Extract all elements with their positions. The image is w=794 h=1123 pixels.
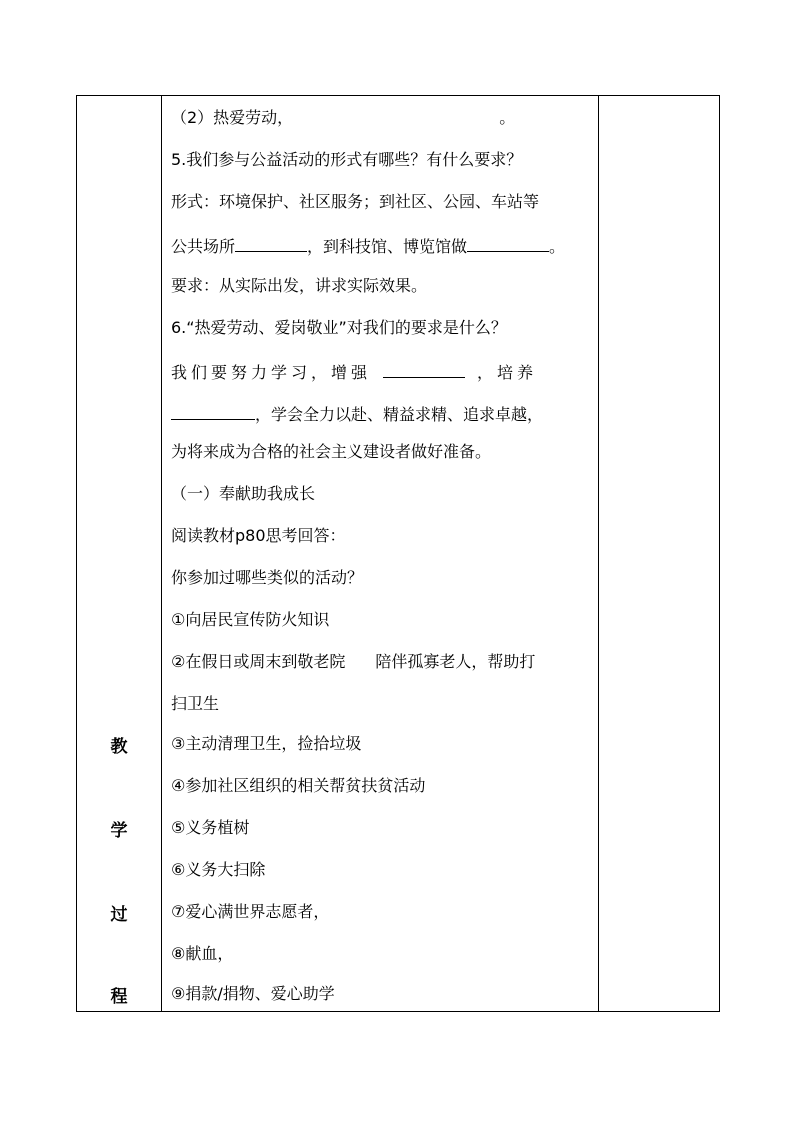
text-line-6: 6.“热爱劳动、爱岗敬业”对我们的要求是什么？ — [171, 318, 507, 337]
line-4-text-a: 公共场所 — [171, 237, 236, 256]
text-line-4 — [171, 234, 565, 257]
fill-blank — [171, 402, 255, 420]
text-line-14 — [171, 652, 535, 672]
text-line-3: 形式：环境保护、社区服务；到社区、公园、车站等 — [171, 192, 540, 211]
text-line-20: ⑦爱心满世界志愿者， — [171, 902, 330, 921]
text-line-7 — [171, 360, 537, 383]
text-line-15: 扫卫生 — [171, 694, 220, 713]
line-1-text-b: 。 — [499, 108, 516, 127]
text-line-5: 要求：从实际出发，讲求实际效果。 — [171, 276, 428, 295]
section-label — [77, 96, 161, 1011]
content-body — [162, 96, 598, 1011]
line-4-text-b: ，到科技馆、博览馆做 — [307, 237, 468, 256]
fill-blank — [383, 360, 465, 378]
text-line-18: ⑤义务植树 — [171, 818, 250, 837]
line-4-text-c: 。 — [549, 237, 566, 256]
text-line-8 — [171, 402, 543, 425]
line-7-text-a: 我们要努力学习，增强 — [171, 363, 372, 382]
notes-cell — [599, 96, 720, 1012]
line-7-text-b: ，培养 — [477, 363, 538, 382]
text-line-11: 阅读教材p80思考回答： — [171, 526, 346, 545]
lesson-table — [76, 95, 720, 1012]
section-label-char-1: 教 — [110, 737, 128, 757]
text-line-22: ⑨捐款/捐物、爱心助学 — [171, 984, 335, 1003]
line-14-text-a: ②在假日或周末到敬老院 — [171, 652, 346, 671]
section-label-char-2: 学 — [110, 821, 128, 841]
line-14-text-b: 陪伴孤寡老人，帮助打 — [375, 652, 536, 671]
text-line-16: ③主动清理卫生，捡拾垃圾 — [171, 734, 362, 753]
text-line-2: 5.我们参与公益活动的形式有哪些？有什么要求？ — [171, 150, 523, 169]
text-line-13: ①向居民宣传防火知识 — [171, 610, 330, 629]
text-line-10: （一）奉献助我成长 — [171, 484, 316, 503]
text-line-19: ⑥义务大扫除 — [171, 860, 266, 879]
line-1-text-a: （2）热爱劳动， — [171, 108, 294, 127]
content-cell — [162, 96, 599, 1012]
text-line-17: ④参加社区组织的相关帮贫扶贫活动 — [171, 776, 426, 795]
section-label-char-4: 程 — [110, 987, 128, 1007]
line-8-text-a: ，学会全力以赴、精益求精、追求卓越， — [255, 405, 544, 424]
text-line-1 — [171, 108, 515, 128]
text-line-12: 你参加过哪些类似的活动？ — [171, 568, 364, 587]
fill-blank — [467, 234, 549, 252]
text-line-9: 为将来成为合格的社会主义建设者做好准备。 — [171, 442, 492, 461]
section-label-char-3: 过 — [110, 905, 128, 925]
section-label-cell — [77, 96, 162, 1012]
fill-blank — [235, 234, 307, 252]
text-line-21: ⑧献血， — [171, 944, 234, 963]
